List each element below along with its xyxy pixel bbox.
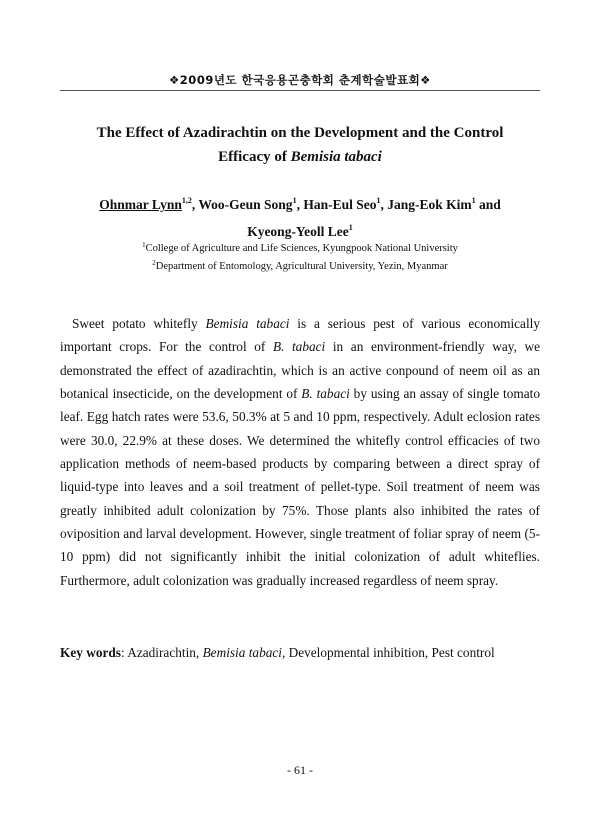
abstract-body (60, 312, 540, 592)
abstract-text: in an environment-friendly way, we demonstrated the effect of azadirachtin, which is an active conpound of neem oil as an botanical insecticide, on the development of (60, 339, 541, 402)
paper-title (60, 121, 540, 169)
page-number: - 61 - (287, 763, 313, 777)
affiliation-1 (60, 238, 540, 256)
species-name: Bemisia tabaci (205, 316, 290, 331)
author-name: Han-Eul Seo (303, 197, 377, 212)
author-name: Ohnmar Lynn (99, 197, 182, 212)
author-affil-mark: 1,2 (181, 196, 192, 205)
header-divider (60, 90, 540, 91)
abstract-text: is a serious pest of various economically important crops. For the control of (60, 316, 540, 355)
author-separator: , (191, 197, 196, 212)
keyword-text: Azadirachtin, (124, 645, 203, 660)
author-separator: , (296, 197, 300, 212)
author-affil-mark: 1 (471, 196, 476, 205)
author-name: Woo-Geun Song (198, 197, 293, 212)
keywords-colon: : (120, 645, 125, 660)
keyword-text: Developmental inhibition, Pest control (285, 645, 495, 660)
author-affil-mark: 1 (292, 196, 297, 205)
keywords-label: Key words (60, 645, 121, 660)
species-name: B. tabaci (272, 339, 326, 355)
keyword-species: Bemisia tabaci, (202, 645, 286, 660)
author-name: Jang-Eok Kim (387, 197, 472, 212)
species-name: B. tabaci (301, 386, 350, 402)
author-separator: , (380, 197, 384, 212)
author-affil-mark: 1 (376, 196, 381, 205)
title-line-1: The Effect of Azadirachtin on the Development and the Control (96, 125, 504, 141)
affiliation-mark: 2 (152, 259, 156, 267)
abstract-text: Sweet potato whitefly (72, 316, 206, 331)
affiliation-mark: 1 (142, 241, 146, 249)
author-affil-mark: 1 (348, 223, 353, 232)
affiliation-text: Department of Entomology, Agricultural University, Yezin, Myanmar (155, 261, 448, 272)
affiliation-text: College of Agriculture and Life Sciences, Kyungpook National University (145, 243, 458, 254)
author-conjunction: and (478, 197, 501, 212)
author-line-1 (60, 189, 540, 216)
affiliation-2 (60, 256, 540, 274)
author-name: Kyeong-Yeoll Lee (247, 224, 349, 239)
conference-header: ❖2009년도 한국응용곤충학회 춘계학술발표회❖ (169, 73, 431, 87)
abstract-text: by using an assay of single tomato leaf. Egg hatch rates were 53.6, 50.3% at 5 and 10 ppm, respectively. Adult eclosion rates were 30.0, 22.9% at these doses. We determined the whitefly control efficacies of two application methods of neem-based products by comparing between a direct spray of liquid-type into leaves and a soil treatment of pellet-type. Soil treatment of neem was greatly inhibited adult colonization by 75%. Those plants also inhibited the rates of oviposition and larval development. However, single treatment of foliar spray of neem (5-10 ppm) did not significantly inhibit the initial colonization of adult whiteflies. Furthermore, adult colonization was gradually increased regardless of neem spray. (60, 386, 540, 588)
title-prefix: Efficacy of (218, 149, 291, 165)
title-species: Bemisia tabaci (290, 149, 382, 165)
keywords (60, 643, 540, 663)
author-list (60, 189, 540, 243)
title-line-2 (60, 145, 540, 169)
